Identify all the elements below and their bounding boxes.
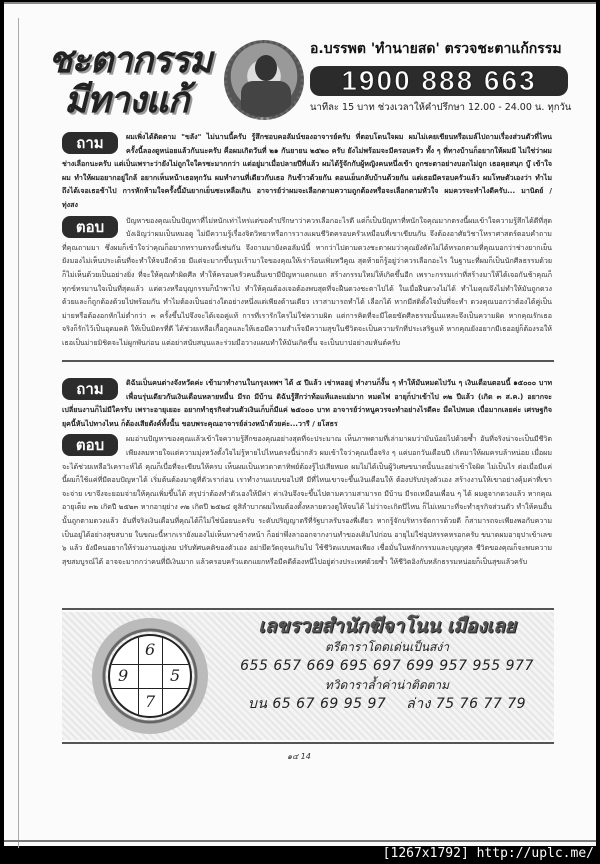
two-digit-numbers: บน 65 67 69 95 97 ล่าง 75 76 77 79 xyxy=(247,696,527,712)
wheel-number-left: 9 xyxy=(118,666,129,685)
page-number: ๑๔ 14 xyxy=(287,752,311,761)
top-label: บน xyxy=(247,696,268,712)
rate-info: นาทีละ 15 บาท ช่วงเวลาให้คำปรึกษา 12.00 - 24.00 น. ทุกวัน xyxy=(310,102,572,113)
qa-block-2 xyxy=(62,376,552,570)
lottery-title: เลขรวยสำนักฆีจาโนน เมืองเลย xyxy=(258,615,516,637)
column-title-line1: ชะตากรรม xyxy=(48,39,212,81)
lottery-box xyxy=(62,612,554,740)
column-title-line2: มีทางแก้ xyxy=(64,79,189,121)
answer-tag: ตอบ xyxy=(62,216,118,238)
newspaper-page xyxy=(4,2,596,846)
section-divider xyxy=(62,608,554,610)
answer-text: ปัญหาของคุณเป็นปัญหาที่ไม่หนักเท่าไหร่แต่ขอคำปรึกษาว่าควรเลือกอะไรดี แต่ก็เป็นปัญหาที่หนักใจคุณมากตรงนี้ผมเข้าใจความรู้สึกได้ดีที่สุด บังเอิญว่าผมเป็นหมอดู ไม่มีความรู้เรื่องจิตวิทยาหรือการวางแผนชีวิตครอบครัวเหมือนที่เขาเขียนกัน จึงต้องอาศัยวิชาโหราศาสตร์ตอบคำถามที่คุณถามมา ซึ่งผมก็เข้าใจว่าคุณก็อยากทราบตรงนี้เช่นกัน จึงถามมายังคอลัมน์นี้ หากว่าไปตามดวงชะตาผมว่าคุณยังตัดไม่ได้หรอกตามที่คุณบอกว่าช่างยากเย็น ยังมองไม่เห็นประเด็นที่จะทำให้จบอีกด้วย มีแต่จะมากขึ้นรุมเร้ามาใจของคุณให้เร่าร้อนเพิ่มทวีคูณ สุดท้ายก็รู้อยู่ว่าควรเลือกอะไร ในฐานะที่ผมก็เป็นนักศีลธรรมด้วยก็ไม่เห็นด้วยเป็นอย่างยิ่ง ที่จะให้คุณทำผิดศีล ทำให้ครอบครัวคนอื่นเขามีปัญหาแตกแยก สร้างกรรมใหม่ให้เกิดขึ้นอีก เพราะกรรมเก่าที่สร้างมาให้ได้เจอกันช้าคุณก็ทุกข์ทรมานใจเป็นที่สุดแล้ว แต่ดวงหรือบุญกรรมก็นำพาไป ทำให้คุณต้องเจอต้องพบสุดที่จะฝืนดวงชะตาไปได้ ในเมื่อฝืนดวงไม่ได้ ทำไมคุณจึงไม่ทำให้มันถูกดวงด้วยและก็ถูกต้องด้วยไปพร้อมกัน ทำไมต้องเป็นอย่างใดอย่างหนึ่งแต่เพียงด้านเดียว เราสามารถทำได้ เลือกได้ หากมีสติตั้งใจมั่นที่จะทำ ดวงคุณบอกว่าต้องได้คู่เป็นม่ายหรือต้องอกหักไม่ต่ำกว่า ๓ ครั้งขึ้นไปจึงจะได้เจอคู่แท้ การที่เรารักใครไม่ใช่ความผิด แต่การคิดที่จะมีโดยขัดศีลธรรมนั้นแหละจึงเป็นความผิด หากคุณรักเธอจริงก็รักไว้เป็นอุดมคติ ให้เป็นมิตรที่ดี ได้ช่วยเหลือเกื้อกูลและให้เธอมีความสำเร็จมีความสุขในชีวิตจะเป็นความรักที่ประเสริฐแท้ หากคุณยังอยากมีเธออยู่ก็ต้องรอให้เธอเป็นม่ายมิชิดจะไม่ผูกพันก่อน แต่อย่าสนับสนุนและร่วมมือวางแผนทำให้มันเกิดขึ้น จะเป็นบาปอย่างมหันต์ครับ xyxy=(62,215,552,347)
section-divider xyxy=(62,360,554,362)
margin-rule xyxy=(18,18,19,848)
question-tag: ถาม xyxy=(62,132,118,154)
lottery-text xyxy=(222,614,552,714)
column-title xyxy=(48,40,224,120)
section-divider xyxy=(62,742,554,744)
astrology-wheel-icon xyxy=(92,618,208,734)
question-text: ผมเพิ่งได้ติดตาม "ขลัง" ไม่นานนี้ครับ รู้สึกชอบคอลัมน์ของอาจารย์ครับ ที่ตอบโดนใจผม ผมไม่เคยเขียนหรือเมล์ไปถามเรื่องส่วนตัวที่ไหน ครั้งนี้ลองดูหน่อยแล้วกันนะครับ คือผมเกิดวันที่ ๒๑ กันยายน ๒๕๒๐ ครับ ยังไม่พร้อมจะมีครอบครัว ทั้ง ๆ ที่ทางบ้านก็อยากให้ผมมี ไม่ใช่ว่าผมช่างเลือกนะครับ แต่เป็นเพราะว่ายังไม่ถูกใจใครซะมากกว่า แต่อยู่มาเมื่อปลายปีที่แล้ว ผมได้รู้จักกับผู้หญิงคนหนึ่งเข้า ถูกชะตาอย่างบอกไม่ถูก เธอคุยสนุก บู๊ เข้าใจผม ทำให้ผมอยากอยู่ใกล้ อยากเห็นหน้าเธอทุกวัน ผมทำงานที่เดียวกับเธอ กินข้าวด้วยกัน ตอนเย็นกลับบ้านด้วยกัน แต่เธอมีครอบครัวแล้ว ผมโทษตัวเองว่า ทำไมถึงได้เจอเธอช้าไป การหักห้ามใจครั้งนี้มันยากเย็นซะเหลือเกิน อาจารย์ว่าผมจะเลือกตามความถูกต้องหรือจะเลือกตามหัวใจ ผมควรจะทำไงดีครับ... มานิตย์ / ทุ่งสง xyxy=(62,132,552,209)
answer-text: ผมอ่านปัญหาของคุณแล้วเข้าใจความรู้สึกของคุณอย่างสุดที่จะประมาณ เห็นภาพตามที่เล่ามาผมว่ามันน้อยไปด้วยซ้ำ อันที่จริงน่าจะเป็นมีชีวิตเพียงลมหายใจแต่ความมุ่งหวังตั้งใจไม่รู้หายไปไหนตรงนี้น่ากลัว ผมเข้าใจว่าคุณเบื่อจริง ๆ แค่บอกวันเดือนปี เกิดมาให้ผมครบล้าหน่อย เมื่อผมจะได้ช่วยเหลือวิเคราะห์ได้ คุณก็เบื่อที่จะเขียนให้ครบ เห็นผมเป็นเทวดาตาทิพย์ต้องรู้ไปเสียหมด ผมไม่ได้เป็นผู้วิเศษขนาดนั้นนะอย่าเข้าใจผิด ไม่เป็นไร ต่อเมื่อมีแค่นี้ผมก็ใช้แค่ที่มีตอบปัญหาได้ เริ่มต้นต้องมาดูที่ตัวเราก่อน เราทำงานแบบขอไปที มีที่ไหนเขาจะขึ้นเงินเดือนให้ ต้องปรับปรุงตัวเอง สร้างงานให้เขาอย่างคุ้มค่าที่เขาจะจ่าย เขาจึงจะยอมจ่ายให้คุณเพิ่มขึ้นได้ สรุปว่าต้องทำตัวเองให้มีค่า ค่าเงินจึงจะขึ้นไปตามความสามารถ มีบ้าน มีรถเหมือนเพื่อน ๆ ได้ ผมดูจากดวงแล้ว หากคุณอายุเต็ม ๓๒ เกิดปี ๒๕๒๓ หากอายุย่าง ๓๒ เกิดปี ๒๕๒๔ ดูสิลำบากผมไหมต้องตั้งหลายดวงดูให้จนได้ ไม่ว่าจะเกิดปีไหน ก็ไม่เหมาะที่จะทำธุรกิจส่วนตัว ทำให้คนอื่นนั้นถูกตามดวงแล้ว อันที่จริงเงินเดือนที่คุณได้ก็ไม่ใช่น้อยนะครับ ระดับปริญญาตรีที่รัฐบาลรับรองพี่เดียว หากรู้จักบริหารจัดการด้วยดี ก็สามารถจะเพียงพอกับความเป็นอยู่ได้อย่างสุขสบาย ในขณะนี้หากเรายังมองไม่เห็นทางข้างหน้า ก็อย่าพึ่งลาออกจากงานทำของเดิมไปก่อน อายุไม่ใช่อุปสรรคหรอกครับ ขนาดผมอายุปาเข้าเลข ๖ แล้ว ยังมีคนอยากให้ร่วมงานอยู่เลย ปรับทัศนคติของตัวเอง อย่ายึดวัตถุจนเกินไป ใช้ชีวิตแบบพอเพียง เชื่อมั่นในหลักกรรมและบุญกุศล ชีวิตของคุณก็จะพบความสุขสมบูรณ์ได้ อาจจะมากกว่าคนที่มีเงินมาก แล้วครอบครัวแตกแยกหรือมีคดีต้องหนีไปอยู่ต่างประเทศด้วยซ้ำ ให้ชีวิตอิงกับหลักธรรมหน่อยก็เป็นสุขแล้วครับ xyxy=(62,434,552,566)
host-portrait-icon xyxy=(224,40,304,120)
phone-number: 1900 888 663 xyxy=(310,66,568,96)
two-digit-heading: ทวิดาราล้ำค่าน่าติดตาม xyxy=(324,678,450,692)
answer-tag: ตอบ xyxy=(62,434,118,456)
three-digit-heading: ตรีดาราโดดเด่นเป็นสง่า xyxy=(325,640,449,654)
bottom-label: ล่าง xyxy=(406,696,431,712)
host-name: อ.บรรพต 'ทำนายสด' ตรวจชะตาแก้กรรม xyxy=(310,41,562,57)
image-watermark[interactable]: [1267x1792] http://uplc.me/ xyxy=(382,846,594,861)
qa-block-1 xyxy=(62,130,552,352)
wheel-number-right: 5 xyxy=(170,666,181,685)
wheel-number-bottom: 7 xyxy=(145,692,156,711)
question-text: ดิฉันเป็นคนต่างจังหวัดค่ะ เข้ามาทำงานในกรุงเทพฯ ได้ ๕ ปีแล้ว เช่าหออยู่ ทำงานก็งั้น ๆ ทำให้มันหมดไปวัน ๆ เงินเดือนตอนนี้ ๑๕๐๐๐ บาท เพื่อนรุ่นเดียวกันเงินเดือนหลายหมื่น มีรถ มีบ้าน ดิฉันรู้สึกว่าท้อแท้และแย่มาก หมดไฟ อายุก็ปาเข้าไป ๓๒ ปีแล้ว (เกิด ๓ ส.ค.) อยากจะเปลี่ยนงานก็ไม่มีใครรับ เพราะอายุเยอะ อยากทำธุรกิจส่วนตัวเงินเก็บก็มีแค่ ๒๕๐๐๐ บาท อาจารย์ว่าหนูควรจะทำอย่างไรดีคะ มืดไปหมด เบื่อมากเลยค่ะ เศรษฐกิจยุคนี้หันไปทางไหน ก็ต้องเสียตังค์ทั้งนั้น ขอบพระคุณอาจารย์ล่วงหน้าด้วยค่ะ...วารี / ยโสธร xyxy=(62,378,552,428)
bottom-rule xyxy=(4,840,596,842)
question-tag: ถาม xyxy=(62,378,118,400)
wheel-number-top: 6 xyxy=(145,640,156,659)
three-digit-numbers: 655 657 669 695 697 699 957 955 977 xyxy=(240,658,534,674)
